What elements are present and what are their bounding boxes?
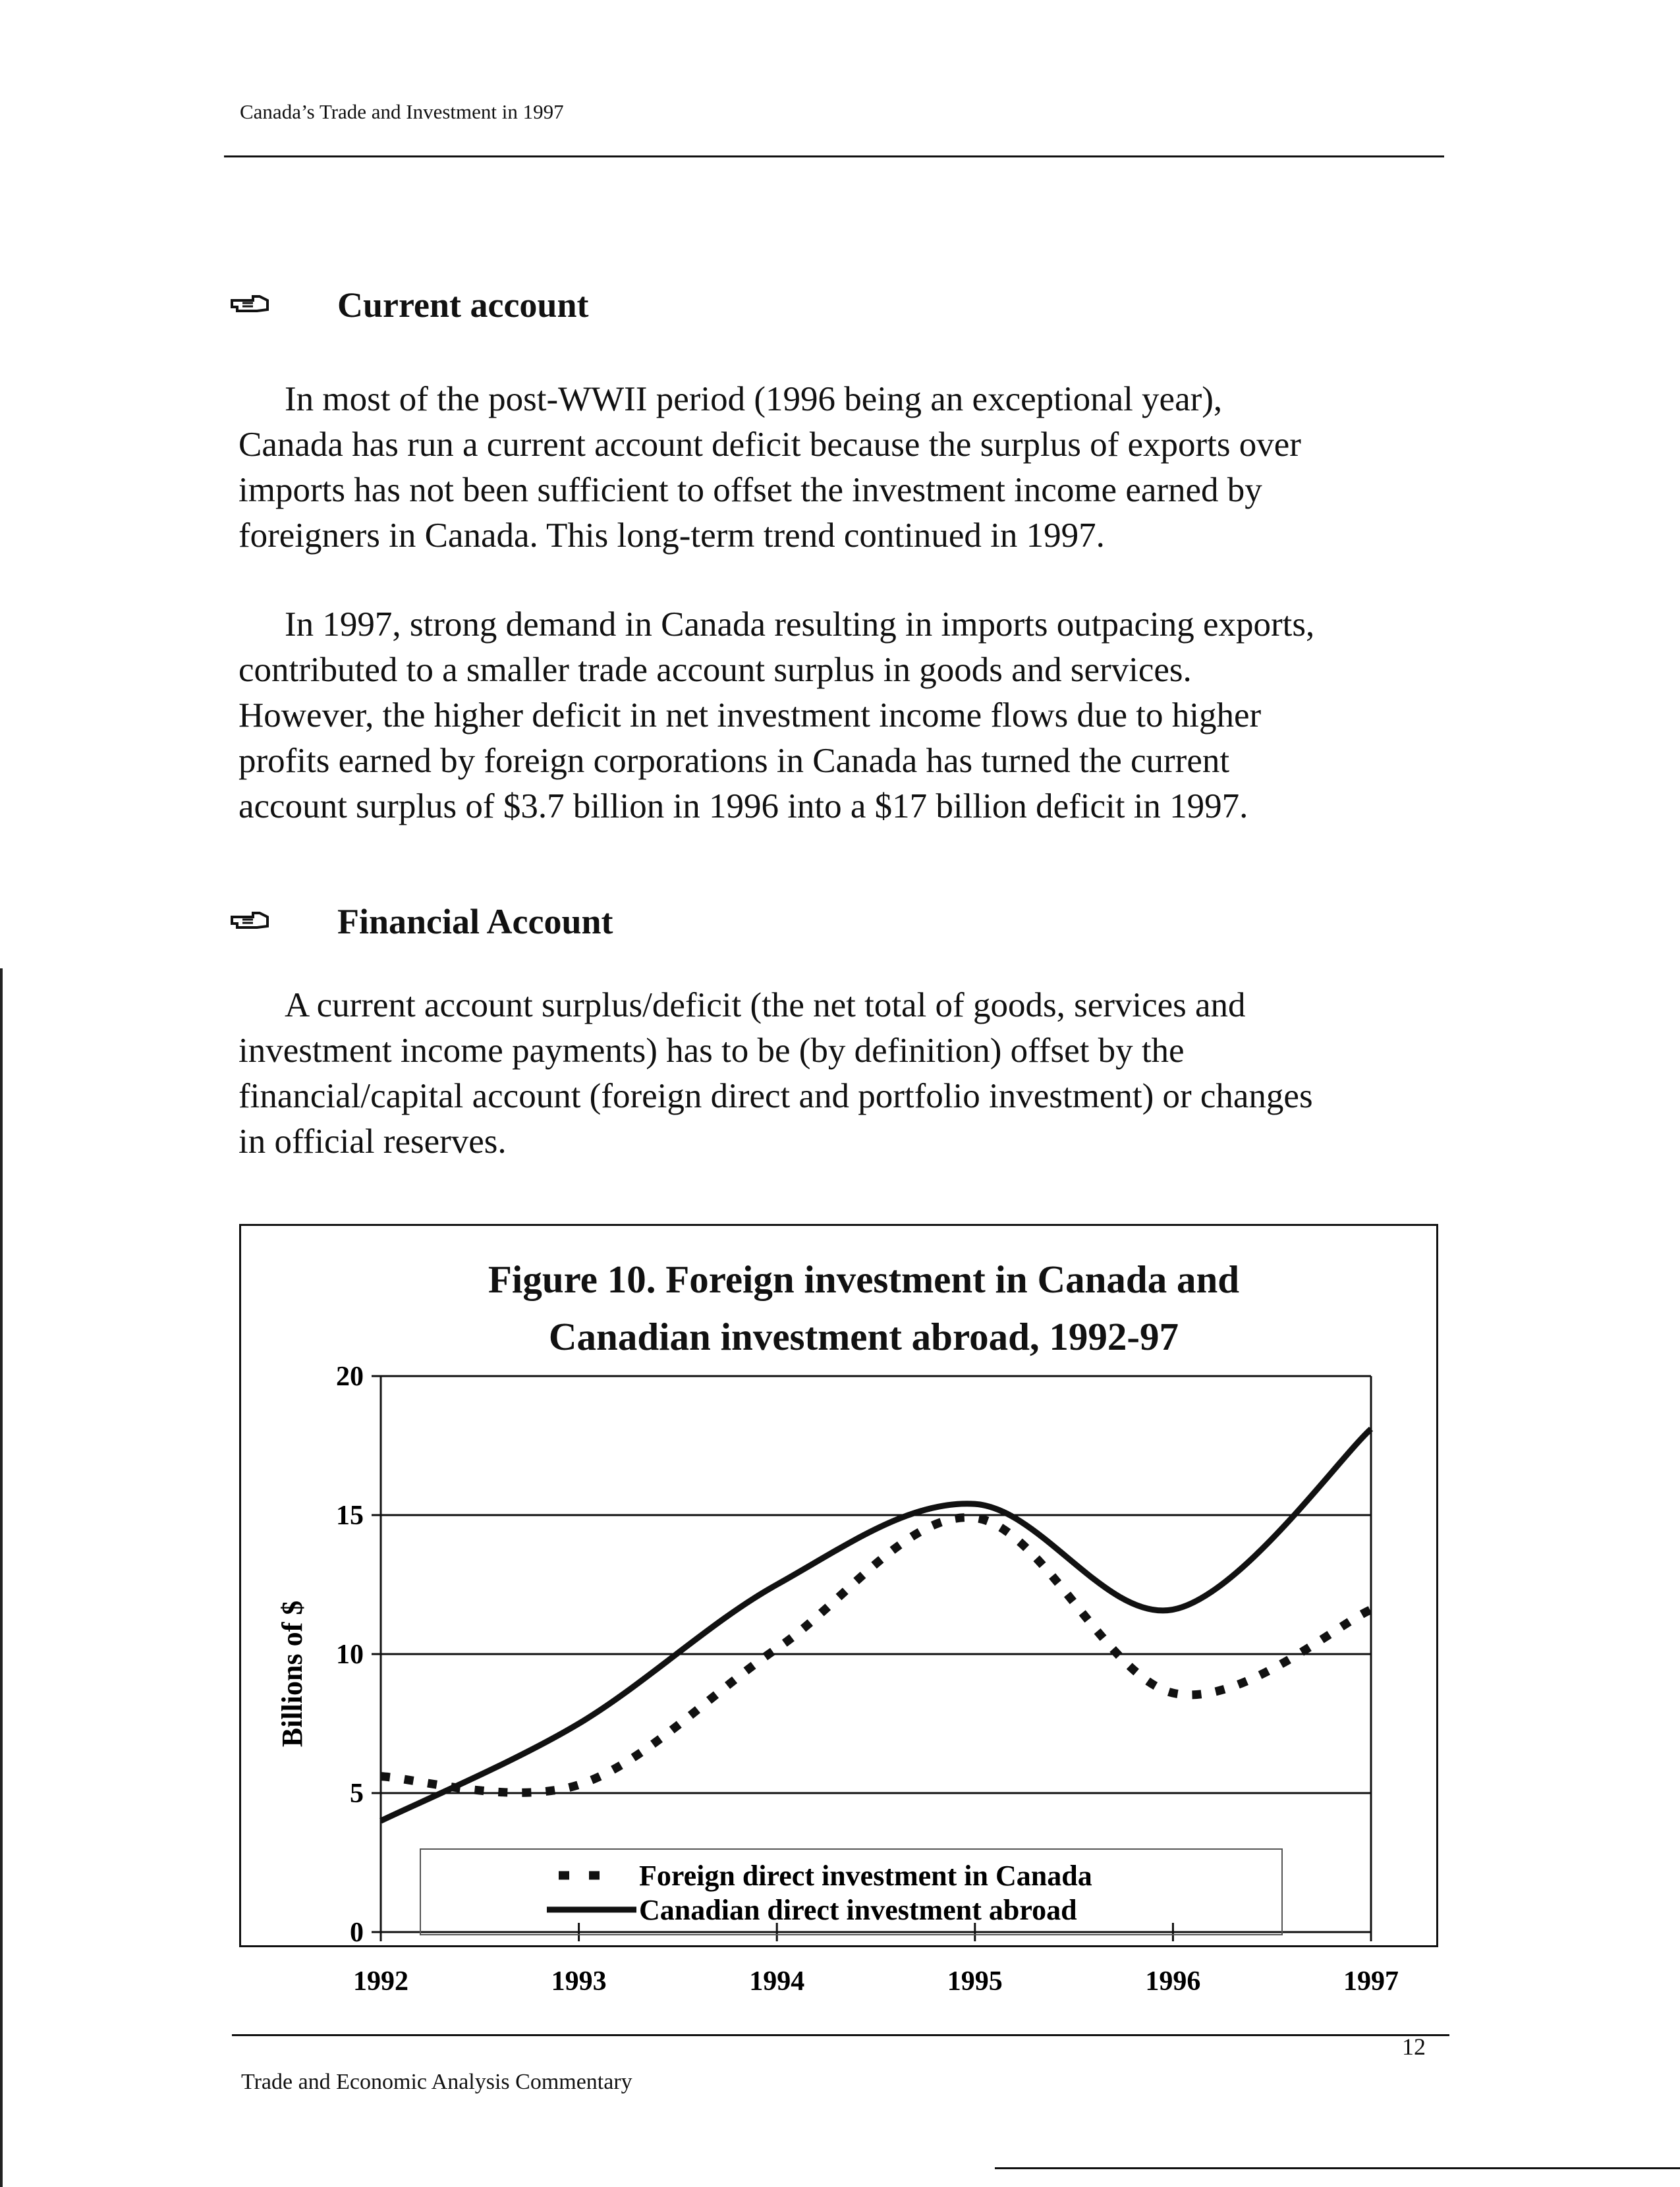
line-chart: [241, 1226, 1436, 1997]
legend-label: Canadian direct investment abroad: [639, 1894, 1077, 1926]
figure-title-line: Figure 10. Foreign investment in Canada and: [488, 1258, 1240, 1301]
y-axis-title: Billions of $: [276, 1600, 308, 1748]
chart-series: [381, 1429, 1371, 1821]
y-tick-label: 15: [336, 1501, 364, 1531]
text-line: account surplus of $3.7 billion in 1996 into a $17 billion deficit in 1997.: [238, 787, 1248, 825]
paragraph-current-account-2: [238, 602, 1451, 829]
text-line: in official reserves.: [238, 1122, 507, 1161]
series-line-canadian-direct-investment: [381, 1429, 1371, 1821]
section-title: Current account: [337, 285, 589, 325]
pointing-hand-icon: [231, 294, 270, 317]
scan-edge: [0, 968, 3, 2187]
x-tick-label: 1994: [749, 1966, 805, 1997]
page-number: 12: [1402, 2034, 1426, 2060]
y-tick-label: 5: [350, 1779, 364, 1809]
figure-title-line: Canadian investment abroad, 1992-97: [548, 1315, 1179, 1358]
x-tick-label: 1997: [1343, 1966, 1399, 1997]
running-header: Canada’s Trade and Investment in 1997: [240, 100, 564, 123]
pointing-hand-icon: [231, 910, 270, 933]
x-tick-label: 1992: [353, 1966, 408, 1997]
text-line: In 1997, strong demand in Canada resulting in imports outpacing exports,: [285, 605, 1315, 644]
text-line: financial/capital account (foreign direct and portfolio investment) or changes: [238, 1077, 1313, 1115]
chart-axes: [372, 1376, 1371, 1941]
y-tick-label: 10: [336, 1640, 364, 1670]
section-title: Financial Account: [337, 902, 613, 941]
x-tick-label: 1993: [551, 1966, 607, 1997]
chart-legend: [420, 1849, 1282, 1935]
bottom-rule: [995, 2167, 1680, 2169]
text-line: In most of the post-WWII period (1996 being an exceptional year),: [285, 380, 1223, 418]
footer-text: Trade and Economic Analysis Commentary: [241, 2070, 632, 2094]
paragraph-current-account-1: [238, 377, 1451, 559]
text-line: foreigners in Canada. This long-term trend continued in 1997.: [238, 516, 1105, 555]
section-heading-current-account: [231, 285, 588, 325]
header-rule: [224, 155, 1444, 157]
text-line: contributed to a smaller trade account surplus in goods and services.: [238, 651, 1192, 689]
y-tick-label: 0: [350, 1918, 364, 1948]
section-heading-financial-account: [231, 901, 613, 942]
text-line: A current account surplus/deficit (the net total of goods, services and: [285, 986, 1246, 1024]
legend-label: Foreign direct investment in Canada: [639, 1860, 1092, 1892]
text-line: profits earned by foreign corporations in Canada has turned the current: [238, 742, 1230, 780]
text-line: investment income payments) has to be (by definition) offset by the: [238, 1032, 1185, 1070]
x-tick-label: 1996: [1145, 1966, 1201, 1997]
text-line: imports has not been sufficient to offset the investment income earned by: [238, 471, 1262, 509]
figure-10: [239, 1224, 1438, 1997]
footer-rule: [232, 2034, 1449, 2036]
y-tick-label: 20: [336, 1362, 364, 1392]
x-tick-label: 1995: [947, 1966, 1003, 1997]
paragraph-financial-account: [238, 983, 1451, 1165]
text-line: However, the higher deficit in net investment income flows due to higher: [238, 696, 1262, 734]
text-line: Canada has run a current account deficit because the surplus of exports over: [238, 426, 1301, 464]
